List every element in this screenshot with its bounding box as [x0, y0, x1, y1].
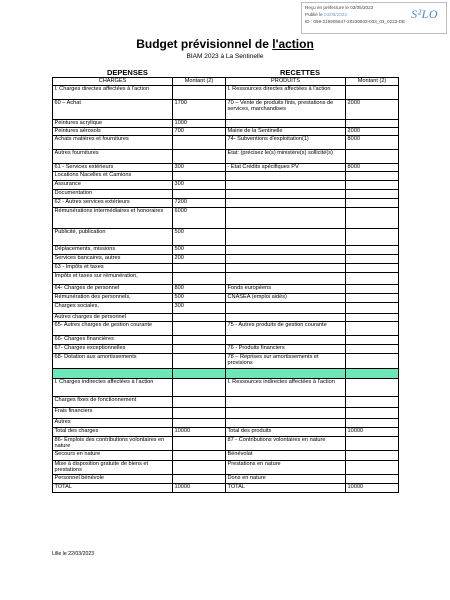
charge-amount: 300 [173, 181, 226, 190]
charge-label: Assurance [53, 181, 173, 190]
produit-label [226, 199, 346, 208]
produit-label: - Etat Crédits spécifiques PV [226, 164, 346, 172]
title-underlined: l'action [272, 37, 314, 51]
charge-label: Peintures acrylique [53, 120, 173, 128]
table-header-row [53, 78, 399, 86]
table-row [53, 150, 399, 164]
produit-label: I. Ressources indirectes affectées à l'action [226, 379, 346, 397]
charge-amount: 500 [173, 246, 226, 255]
charge-label [53, 369, 173, 379]
charge-label: 60 – Achat [53, 100, 173, 120]
table-row [53, 475, 399, 484]
produit-amount [346, 322, 399, 336]
charge-label: 65- Autres charges de gestion courante [53, 322, 173, 336]
table-row [53, 273, 399, 285]
table-row [53, 208, 399, 229]
charge-label: I. Charges indirectes affectées à l'action [53, 379, 173, 397]
produit-label [226, 255, 346, 264]
charge-label: Secours en nature [53, 451, 173, 461]
produit-amount [346, 229, 399, 246]
charge-label: Locations Nacelles et Camions [53, 172, 173, 181]
col-header-charges: CHARGES [53, 78, 173, 86]
produit-amount [346, 273, 399, 285]
produit-amount [346, 190, 399, 199]
charge-label: 67- Charges exceptionnelles [53, 345, 173, 354]
charge-label: Documentation [53, 190, 173, 199]
charge-amount: 10000 [173, 484, 226, 493]
produit-amount [346, 408, 399, 419]
produit-label [226, 314, 346, 322]
produit-amount: 8000 [346, 136, 399, 150]
charge-label: Achats matières et fournitures [53, 136, 173, 150]
table-row [53, 345, 399, 354]
produit-label [226, 303, 346, 314]
stamp-published-date: 03/05/2023 [323, 12, 347, 17]
produit-amount [346, 419, 399, 428]
produit-label [226, 229, 346, 246]
charge-amount [173, 345, 226, 354]
charge-label: TOTAL [53, 484, 173, 493]
produit-label: Mairie de la Sentinelle [226, 128, 346, 136]
produit-amount [346, 354, 399, 369]
charge-label: 61 - Services extérieurs [53, 164, 173, 172]
charge-amount [173, 172, 226, 181]
produit-label: TOTAL [226, 484, 346, 493]
depenses-heading: DEPENSES [107, 68, 148, 77]
table-row [53, 86, 399, 100]
produit-amount [346, 379, 399, 397]
produit-amount [346, 208, 399, 229]
charge-amount [173, 86, 226, 100]
charge-amount [173, 475, 226, 484]
charge-label: 86- Emplois des contributions volontaires en nature [53, 437, 173, 451]
produit-amount [346, 199, 399, 208]
charge-amount [173, 136, 226, 150]
table-row [53, 255, 399, 264]
produit-label: Etat: (précisez le(s) ministère(s) sollicité(s) [226, 150, 346, 164]
charge-label: Rémunération des personnels, [53, 294, 173, 303]
table-row [53, 451, 399, 461]
produit-amount [346, 303, 399, 314]
charge-amount: 200 [173, 255, 226, 264]
produit-label: 76 - Produits financiers [226, 345, 346, 354]
produit-label: Fonds européens [226, 285, 346, 294]
table-row [53, 120, 399, 128]
produit-label [226, 120, 346, 128]
charge-label: Total des charges [53, 428, 173, 437]
produit-label [226, 172, 346, 181]
table-row [53, 354, 399, 369]
charge-amount [173, 264, 226, 273]
produit-amount [346, 150, 399, 164]
table-row [53, 369, 399, 379]
charge-amount [173, 336, 226, 345]
produit-label: Bénévolat [226, 451, 346, 461]
table-row [53, 246, 399, 255]
produit-amount [346, 86, 399, 100]
produit-label: Dons en nature [226, 475, 346, 484]
charge-label: Autres charges de personnel [53, 314, 173, 322]
table-row [53, 428, 399, 437]
s2lo-logo: S²LO [411, 7, 438, 21]
produit-label [226, 408, 346, 419]
produit-amount [346, 461, 399, 475]
table-row [53, 172, 399, 181]
produit-amount: 2000 [346, 100, 399, 120]
produit-label [226, 190, 346, 199]
stamp-id-line: ID : 059-215905647-20230503-033_03_0223-DE [305, 19, 406, 24]
stamp-received-line: Reçu en préfecture le 03/05/2023 [305, 5, 374, 10]
charge-amount [173, 397, 226, 408]
produit-amount [346, 345, 399, 354]
charge-amount [173, 354, 226, 369]
produit-label [226, 208, 346, 229]
charge-amount: 500 [173, 294, 226, 303]
prefecture-stamp [301, 2, 447, 34]
charge-amount [173, 190, 226, 199]
table-row [53, 314, 399, 322]
charge-amount [173, 419, 226, 428]
charge-amount [173, 451, 226, 461]
charge-label: 64- Charges de personnel [53, 285, 173, 294]
footer-place-date: Lille le 22/03/2023 [52, 551, 95, 557]
charge-amount [173, 150, 226, 164]
charge-amount [173, 408, 226, 419]
produit-amount [346, 475, 399, 484]
charge-amount [173, 437, 226, 451]
produit-label: 70 – Vente de produits finis, prestations de services, marchandises [226, 100, 346, 120]
charge-amount: 1000 [173, 120, 226, 128]
charge-amount: 10000 [173, 428, 226, 437]
table-row [53, 164, 399, 172]
charge-amount [173, 369, 226, 379]
recettes-heading: RECETTES [280, 68, 321, 77]
charge-label: Publicité, publication [53, 229, 173, 246]
produit-amount [346, 264, 399, 273]
table-row [53, 190, 399, 199]
produit-amount [346, 246, 399, 255]
table-row [53, 303, 399, 314]
section-headings [52, 68, 398, 77]
charge-label: Déplacements, missions [53, 246, 173, 255]
table-row [53, 379, 399, 397]
charge-amount: 1700 [173, 100, 226, 120]
page-title [0, 37, 450, 51]
charge-label: 68- Dotation aux amortissements [53, 354, 173, 369]
produit-amount: 8000 [346, 164, 399, 172]
table-row [53, 136, 399, 150]
table-row [53, 408, 399, 419]
table-row [53, 229, 399, 246]
charge-amount: 6000 [173, 208, 226, 229]
table-row [53, 294, 399, 303]
charge-amount: 700 [173, 128, 226, 136]
charge-label: Mise à disposition gratuite de biens et prestations [53, 461, 173, 475]
table-row [53, 336, 399, 345]
charge-label: Autres fournitures [53, 150, 173, 164]
charge-amount [173, 273, 226, 285]
charge-amount [173, 461, 226, 475]
table-row [53, 181, 399, 190]
produit-label [226, 369, 346, 379]
table-row [53, 199, 399, 208]
charge-amount: 7200 [173, 199, 226, 208]
charge-amount: 800 [173, 285, 226, 294]
charge-amount: 300 [173, 164, 226, 172]
charge-label: Frais financiers [53, 408, 173, 419]
produit-amount: 2000 [346, 128, 399, 136]
produit-label [226, 246, 346, 255]
charge-label: Personnel bénévole [53, 475, 173, 484]
produit-amount [346, 294, 399, 303]
budget-table [52, 77, 399, 493]
table-row [53, 437, 399, 451]
produit-amount: 10000 [346, 484, 399, 493]
produit-label: Total des produits [226, 428, 346, 437]
produit-amount [346, 181, 399, 190]
produit-amount [346, 120, 399, 128]
table-row [53, 322, 399, 336]
produit-label: I. Ressources directes affectées à l'action [226, 86, 346, 100]
charge-label: Peintures aérosols [53, 128, 173, 136]
col-header-produits-amount: Montant (2) [346, 78, 399, 86]
table-row [53, 397, 399, 408]
produit-amount [346, 397, 399, 408]
produit-amount [346, 255, 399, 264]
title-prefix: Budget prévisionnel de [136, 37, 273, 51]
charge-label: 63 - Impôts et taxes [53, 264, 173, 273]
charge-amount [173, 314, 226, 322]
charge-amount: 500 [173, 229, 226, 246]
col-header-produits: PRODUITS [226, 78, 346, 86]
col-header-charges-amount: Montant (2) [173, 78, 226, 86]
produit-label: Prestations en nature [226, 461, 346, 475]
produit-label: 87 - Contributions volontaires en nature [226, 437, 346, 451]
produit-label: 75 - Autres produits de gestion courante [226, 322, 346, 336]
table-row [53, 484, 399, 493]
produit-label: CNASEA (emploi aidés) [226, 294, 346, 303]
charge-label: Impôts et taxes sur rémunération, [53, 273, 173, 285]
table-row [53, 461, 399, 475]
table-row [53, 128, 399, 136]
produit-amount [346, 285, 399, 294]
charge-label: Charges fixes de fonctionnement [53, 397, 173, 408]
produit-label [226, 273, 346, 285]
produit-label [226, 181, 346, 190]
produit-amount [346, 437, 399, 451]
table-row [53, 264, 399, 273]
charge-amount [173, 379, 226, 397]
charge-label: 66- Charges financières [53, 336, 173, 345]
charge-label: Autres [53, 419, 173, 428]
charge-amount [173, 322, 226, 336]
produit-amount [346, 451, 399, 461]
table-row [53, 419, 399, 428]
produit-label [226, 264, 346, 273]
table-row [53, 100, 399, 120]
produit-amount [346, 369, 399, 379]
produit-amount: 10000 [346, 428, 399, 437]
produit-label [226, 336, 346, 345]
charge-label: 62 - Autres services extérieurs [53, 199, 173, 208]
stamp-published-label: Publié le [305, 12, 323, 17]
charge-label: Charges sociales, [53, 303, 173, 314]
charge-label: Services bancaires, autres [53, 255, 173, 264]
charge-label: I. Charges directes affectées à l'action [53, 86, 173, 100]
charge-label: Rémunérations intermédiaires et honoraires [53, 208, 173, 229]
charge-amount: 300 [173, 303, 226, 314]
produit-label [226, 419, 346, 428]
produit-amount [346, 314, 399, 322]
table-row [53, 285, 399, 294]
produit-label: 78 – Reprises sur amortissements et provisions [226, 354, 346, 369]
produit-label: 74- Subventions d'exploitation(1) [226, 136, 346, 150]
page-subtitle: BIAM 2023 à La Sentinelle [186, 53, 264, 60]
produit-amount [346, 172, 399, 181]
produit-label [226, 397, 346, 408]
produit-amount [346, 336, 399, 345]
